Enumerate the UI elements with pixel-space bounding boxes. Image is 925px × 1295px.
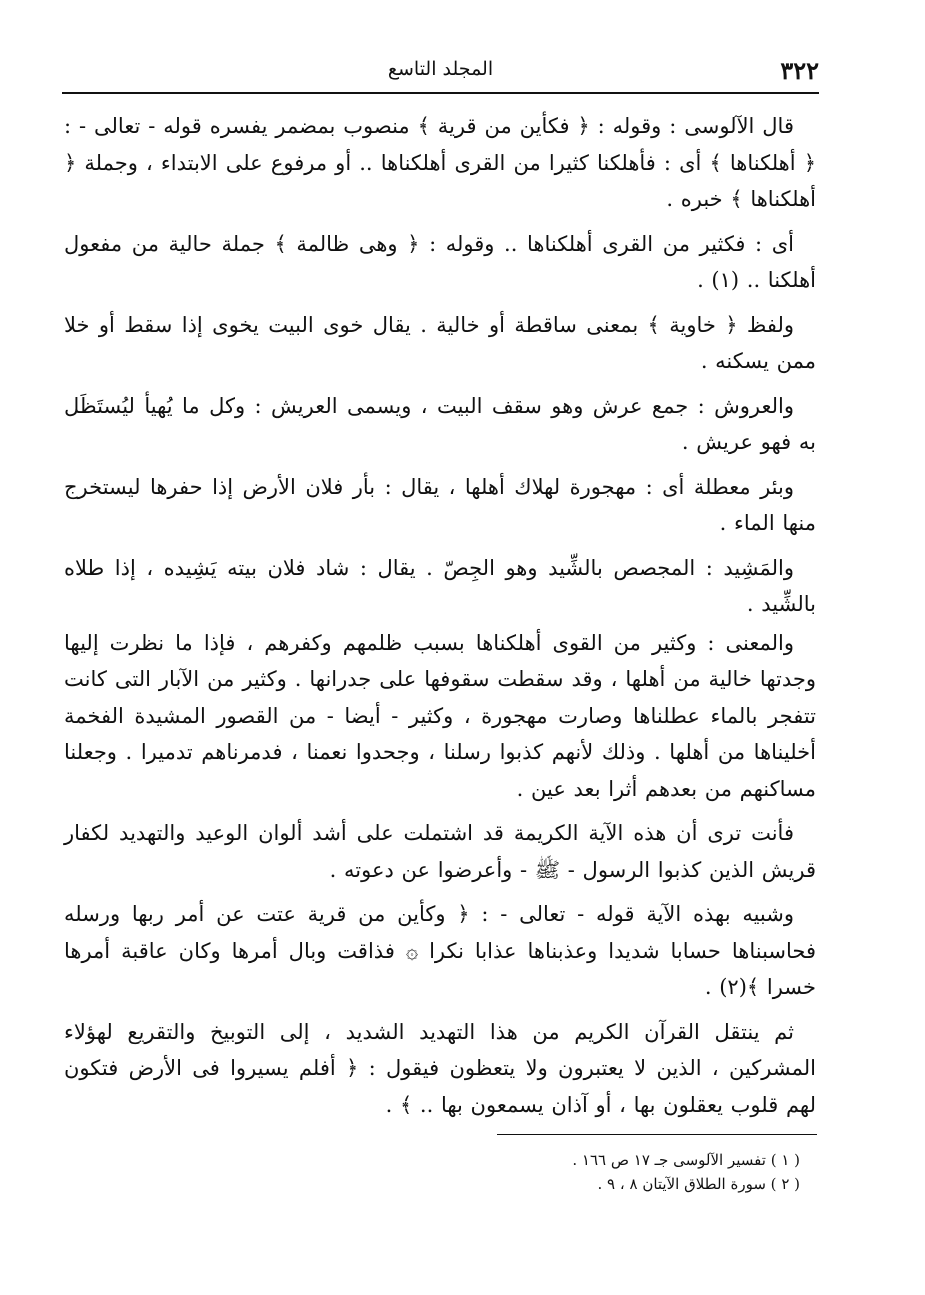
paragraph-threat: فأنت ترى أن هذه الآية الكريمة قد اشتملت على أشد ألوان الوعيد والتهديد لكفار قريش الذين كذبوا الرسول - ﷺ - وأعرضوا عن دعوته . (64, 821, 816, 882)
footnote-1: ( ١ ) تفسير الآلوسى جـ ١٧ ص ١٦٦ . (572, 1151, 800, 1169)
paragraph-halal-clause: أى : فكثير من القرى أهلكناها .. وقوله : ﴿ وهى ظالمة ﴾ جملة حالية من مفعول أهلكنا .. (١) . (64, 231, 816, 292)
footnote-2: ( ٢ ) سورة الطلاق الآيتان ٨ ، ٩ . (597, 1175, 800, 1193)
paragraph-mashid: والمَشِيد : المجصص بالشِّيد وهو الجِصّ . يقال : شاد فلان بيته يَشِيده ، إذا طلاه بالشِّيد . (64, 555, 816, 616)
paragraph-similar-verse: وشبيه بهذه الآية قوله - تعالى - : ﴿ وكأين من قرية عتت عن أمر ربها ورسله فحاسبناها حسابا شديدا وعذبناها عذابا نكرا ۞ فذاقت وبال أمرها وكان عاقبة أمرها خسرا ﴾(٢) . (64, 902, 816, 999)
paragraph-meaning: والمعنى : وكثير من القوى أهلكناها بسبب ظلمهم وكفرهم ، فإذا ما نظرت إليها وجدتها خالية من أهلها ، وقد سقطت سقوفها على جدرانها . وكثير من الآبار التى كانت تتفجر بالماء عطلناها وصارت مهجورة ، وكثير - أيضا - من القصور المشيدة الفخمة أخليناها من أهلها . وذلك لأنهم كذبوا رسلنا ، وجحدوا نعمنا ، فدمرناهم تدميرا . وجعلنا مساكنهم من بعدهم أثرا بعد عين . (64, 630, 816, 801)
paragraph-rebuke: ثم ينتقل القرآن الكريم من هذا التهديد الشديد ، إلى التوبيخ والتقريع لهؤلاء المشركين ، الذين لا يعتبرون ولا يتعظون فيقول : ﴿ أفلم يسيروا فى الأرض فتكون لهم قلوب يعقلون بها ، أو آذان يسمعون بها .. ﴾ . (64, 1019, 816, 1117)
paragraph-khawiya: ولفظ ﴿ خاوية ﴾ بمعنى ساقطة أو خالية . يقال خوى البيت يخوى إذا سقط أو خلا ممن يسكنه . (64, 312, 816, 373)
footnote-rule (497, 1134, 817, 1135)
running-title: المجلد التاسع (387, 58, 494, 80)
footnotes (400, 1148, 800, 1196)
header-rule (62, 92, 819, 94)
paragraph-alusi-quote: قال الآلوسى : وقوله : ﴿ فكأين من قرية ﴾ منصوب بمضمر يفسره قوله - تعالى - : ﴿ أهلكناها ﴾ أى : فأهلكنا كثيرا من القرى أهلكناها .. أو مرفوع على الابتداء ، وجملة ﴿ أهلكناها ﴾ خبره . (64, 114, 816, 211)
paragraph-urush: والعروش : جمع عرش وهو سقف البيت ، ويسمى العريش : وكل ما يُهيأ ليُستَظَل به فهو عريش . (64, 393, 816, 454)
body-text (64, 108, 816, 1131)
page-header (62, 50, 819, 90)
page-number: ٣٢٢ (780, 56, 819, 85)
paragraph-bir-muattala: وبئر معطلة أى : مهجورة لهلاك أهلها ، يقال : بأر فلان الأرض إذا حفرها ليستخرج منها الماء . (64, 474, 816, 535)
